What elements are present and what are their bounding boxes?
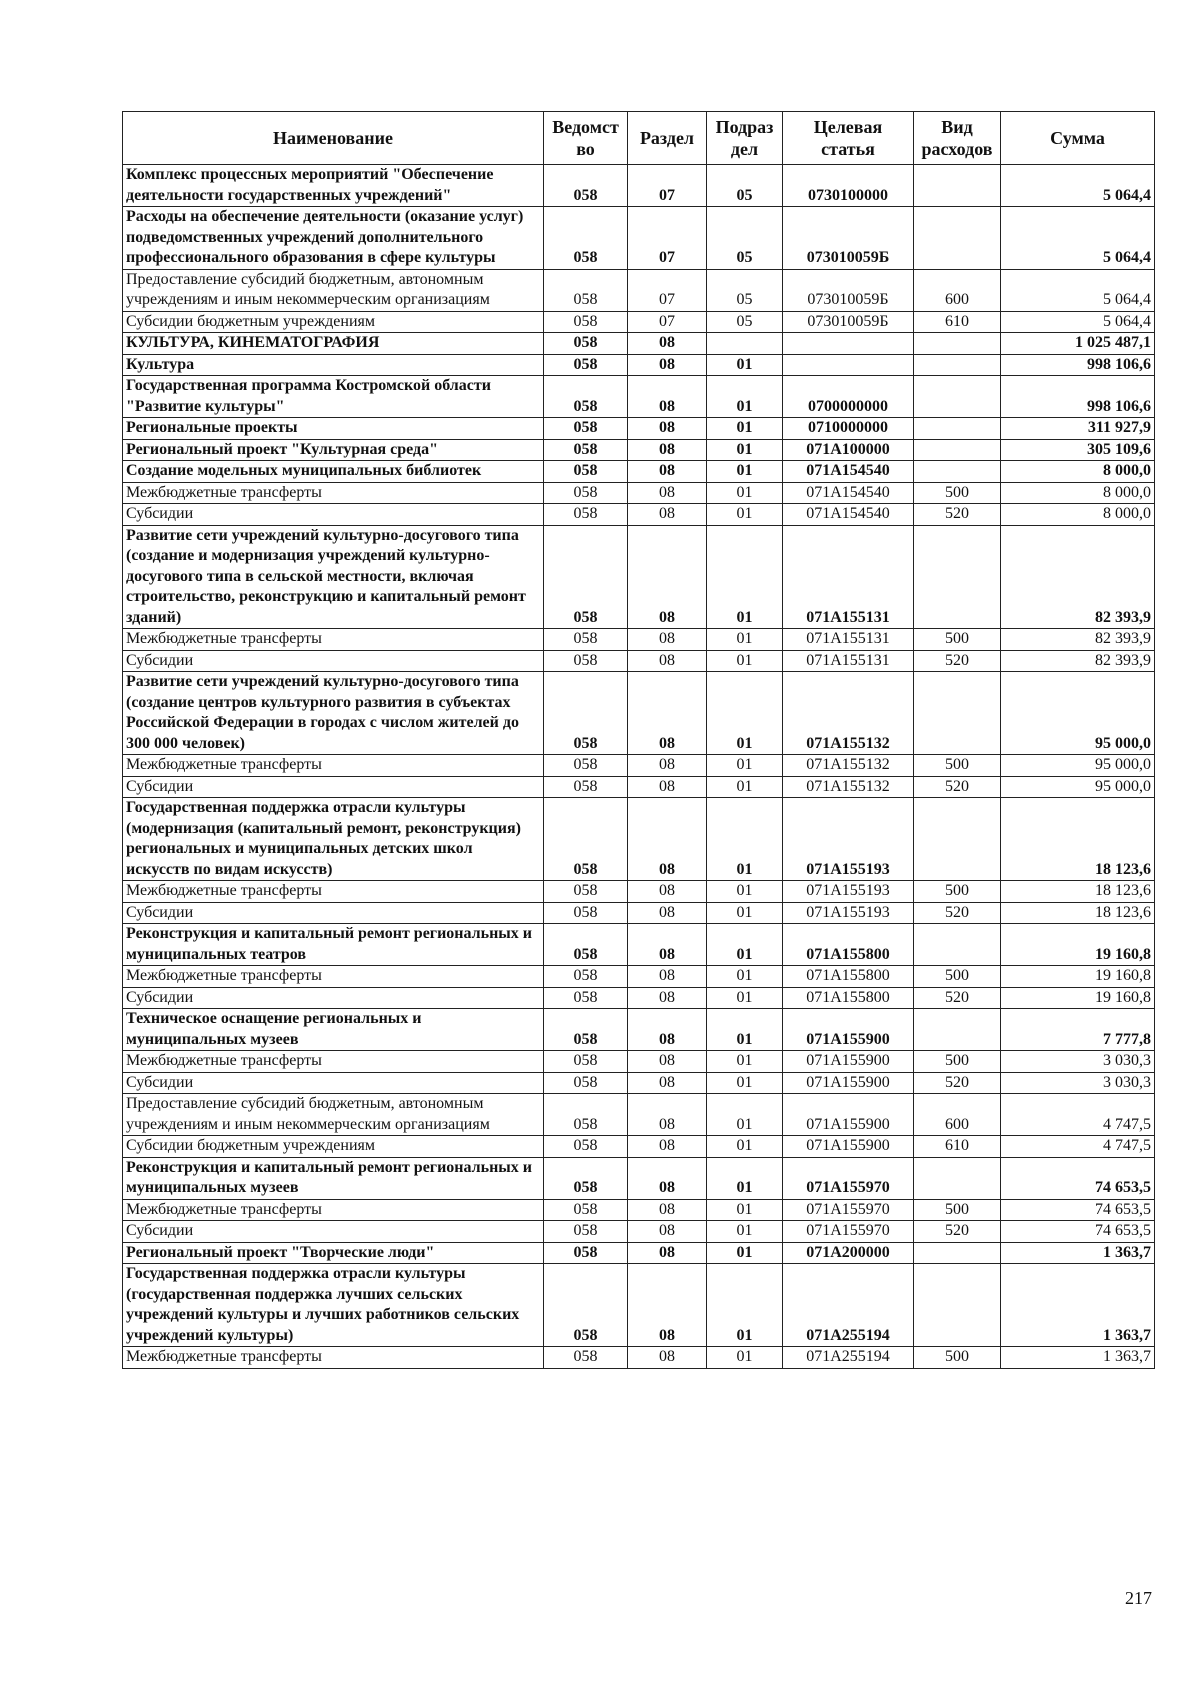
cell-podrazdel: 01 — [707, 629, 783, 651]
cell-name: Реконструкция и капитальный ремонт региональных и муниципальных театров — [123, 924, 544, 966]
cell-name: Межбюджетные трансферты — [123, 482, 544, 504]
cell-vid-rashodov — [914, 333, 1001, 355]
cell-vedomstvo: 058 — [544, 418, 628, 440]
cell-statya: 071А155970 — [783, 1157, 914, 1199]
cell-name: Межбюджетные трансферты — [123, 1347, 544, 1369]
cell-statya: 0730100000 — [783, 165, 914, 207]
cell-vedomstvo: 058 — [544, 881, 628, 903]
cell-summa: 5 064,4 — [1001, 165, 1155, 207]
cell-name: Создание модельных муниципальных библиотек — [123, 461, 544, 483]
table-row — [123, 504, 1155, 526]
cell-summa: 4 747,5 — [1001, 1094, 1155, 1136]
table-row — [123, 439, 1155, 461]
cell-vid-rashodov — [914, 924, 1001, 966]
cell-vid-rashodov: 600 — [914, 1094, 1001, 1136]
cell-statya: 071А155193 — [783, 902, 914, 924]
cell-summa: 82 393,9 — [1001, 650, 1155, 672]
budget-table-container — [122, 111, 1154, 1369]
cell-vid-rashodov: 520 — [914, 1221, 1001, 1243]
cell-vedomstvo: 058 — [544, 776, 628, 798]
cell-vedomstvo: 058 — [544, 902, 628, 924]
cell-summa: 311 927,9 — [1001, 418, 1155, 440]
cell-statya: 071А154540 — [783, 461, 914, 483]
cell-razdel: 08 — [628, 1051, 707, 1073]
cell-name: Реконструкция и капитальный ремонт региональных и муниципальных музеев — [123, 1157, 544, 1199]
cell-name: Предоставление субсидий бюджетным, автономным учреждениям и иным некоммерческим организациям — [123, 1094, 544, 1136]
cell-name: Субсидии — [123, 504, 544, 526]
cell-razdel: 08 — [628, 1072, 707, 1094]
cell-summa: 19 160,8 — [1001, 966, 1155, 988]
cell-razdel: 07 — [628, 165, 707, 207]
cell-razdel: 08 — [628, 1009, 707, 1051]
cell-podrazdel: 01 — [707, 987, 783, 1009]
cell-razdel: 08 — [628, 525, 707, 629]
table-row — [123, 165, 1155, 207]
cell-vid-rashodov: 500 — [914, 1347, 1001, 1369]
cell-vedomstvo: 058 — [544, 1136, 628, 1158]
cell-razdel: 08 — [628, 354, 707, 376]
cell-razdel: 08 — [628, 650, 707, 672]
cell-razdel: 07 — [628, 269, 707, 311]
table-row — [123, 1242, 1155, 1264]
cell-razdel: 08 — [628, 1157, 707, 1199]
cell-statya: 071А200000 — [783, 1242, 914, 1264]
cell-podrazdel: 01 — [707, 798, 783, 881]
cell-vedomstvo: 058 — [544, 207, 628, 270]
cell-razdel: 08 — [628, 672, 707, 755]
cell-vedomstvo: 058 — [544, 439, 628, 461]
cell-podrazdel: 01 — [707, 1136, 783, 1158]
cell-name: Региональный проект "Культурная среда" — [123, 439, 544, 461]
cell-statya: 071А155900 — [783, 1009, 914, 1051]
cell-statya: 071А155900 — [783, 1051, 914, 1073]
cell-razdel: 08 — [628, 1094, 707, 1136]
cell-razdel: 08 — [628, 1136, 707, 1158]
cell-name: Субсидии — [123, 776, 544, 798]
table-row — [123, 269, 1155, 311]
table-row — [123, 1221, 1155, 1243]
cell-vid-rashodov — [914, 439, 1001, 461]
cell-podrazdel: 01 — [707, 1264, 783, 1347]
cell-name: Развитие сети учреждений культурно-досугового типа (создание и модернизация учреждений культурно-досугового типа в сельской местности, включая строительство, реконструкцию и капитальный ремонт зданий) — [123, 525, 544, 629]
cell-name: Техническое оснащение региональных и муниципальных музеев — [123, 1009, 544, 1051]
cell-statya: 071А154540 — [783, 482, 914, 504]
table-row — [123, 1009, 1155, 1051]
cell-statya: 071А155132 — [783, 776, 914, 798]
cell-vid-rashodov: 500 — [914, 755, 1001, 777]
cell-summa: 7 777,8 — [1001, 1009, 1155, 1051]
header-podrazdel: Подраз дел — [707, 112, 783, 165]
cell-name: Субсидии бюджетным учреждениям — [123, 1136, 544, 1158]
table-row — [123, 1072, 1155, 1094]
cell-razdel: 08 — [628, 1264, 707, 1347]
cell-statya: 073010059Б — [783, 207, 914, 270]
table-row — [123, 1136, 1155, 1158]
cell-statya: 071А155900 — [783, 1094, 914, 1136]
cell-summa: 18 123,6 — [1001, 798, 1155, 881]
table-row — [123, 354, 1155, 376]
cell-vid-rashodov: 500 — [914, 482, 1001, 504]
header-razdel: Раздел — [628, 112, 707, 165]
table-row — [123, 525, 1155, 629]
cell-razdel: 08 — [628, 902, 707, 924]
cell-razdel: 08 — [628, 1199, 707, 1221]
cell-vid-rashodov — [914, 525, 1001, 629]
cell-statya: 071А255194 — [783, 1264, 914, 1347]
cell-vid-rashodov — [914, 376, 1001, 418]
cell-podrazdel: 01 — [707, 1094, 783, 1136]
cell-statya: 071А155132 — [783, 672, 914, 755]
cell-summa: 74 653,5 — [1001, 1199, 1155, 1221]
cell-razdel: 08 — [628, 881, 707, 903]
cell-podrazdel: 05 — [707, 165, 783, 207]
table-header-row — [123, 112, 1155, 165]
cell-name: Предоставление субсидий бюджетным, автономным учреждениям и иным некоммерческим организациям — [123, 269, 544, 311]
cell-name: КУЛЬТУРА, КИНЕМАТОГРАФИЯ — [123, 333, 544, 355]
cell-vedomstvo: 058 — [544, 987, 628, 1009]
cell-vid-rashodov: 610 — [914, 1136, 1001, 1158]
cell-summa: 5 064,4 — [1001, 207, 1155, 270]
cell-statya — [783, 354, 914, 376]
cell-razdel: 08 — [628, 333, 707, 355]
cell-podrazdel: 01 — [707, 902, 783, 924]
cell-summa: 82 393,9 — [1001, 629, 1155, 651]
cell-statya: 071А155800 — [783, 924, 914, 966]
cell-statya: 071А155800 — [783, 966, 914, 988]
cell-vedomstvo: 058 — [544, 165, 628, 207]
cell-vedomstvo: 058 — [544, 1072, 628, 1094]
cell-statya: 071А155800 — [783, 987, 914, 1009]
cell-summa: 95 000,0 — [1001, 776, 1155, 798]
cell-summa: 19 160,8 — [1001, 987, 1155, 1009]
header-name: Наименование — [123, 112, 544, 165]
cell-razdel: 08 — [628, 924, 707, 966]
cell-name: Государственная программа Костромской области "Развитие культуры" — [123, 376, 544, 418]
cell-statya: 071А155900 — [783, 1072, 914, 1094]
cell-name: Межбюджетные трансферты — [123, 966, 544, 988]
cell-vedomstvo: 058 — [544, 482, 628, 504]
cell-razdel: 08 — [628, 629, 707, 651]
cell-vid-rashodov — [914, 1009, 1001, 1051]
cell-razdel: 08 — [628, 439, 707, 461]
cell-summa: 74 653,5 — [1001, 1221, 1155, 1243]
cell-summa: 19 160,8 — [1001, 924, 1155, 966]
cell-podrazdel: 01 — [707, 504, 783, 526]
cell-statya: 073010059Б — [783, 269, 914, 311]
cell-vid-rashodov — [914, 418, 1001, 440]
cell-vedomstvo: 058 — [544, 311, 628, 333]
cell-podrazdel: 01 — [707, 776, 783, 798]
cell-summa: 82 393,9 — [1001, 525, 1155, 629]
cell-name: Субсидии — [123, 650, 544, 672]
cell-summa: 1 363,7 — [1001, 1264, 1155, 1347]
cell-statya: 071А154540 — [783, 504, 914, 526]
cell-summa: 3 030,3 — [1001, 1051, 1155, 1073]
table-row — [123, 755, 1155, 777]
cell-podrazdel: 01 — [707, 376, 783, 418]
cell-razdel: 08 — [628, 798, 707, 881]
cell-summa: 18 123,6 — [1001, 902, 1155, 924]
cell-podrazdel: 01 — [707, 1072, 783, 1094]
cell-vid-rashodov — [914, 1242, 1001, 1264]
cell-name: Расходы на обеспечение деятельности (оказание услуг) подведомственных учреждений дополнительного профессионального образования в сфере культуры — [123, 207, 544, 270]
table-row — [123, 311, 1155, 333]
cell-podrazdel: 01 — [707, 354, 783, 376]
cell-podrazdel: 01 — [707, 525, 783, 629]
cell-vid-rashodov — [914, 165, 1001, 207]
cell-statya: 071А155193 — [783, 881, 914, 903]
cell-podrazdel: 01 — [707, 881, 783, 903]
cell-name: Региональные проекты — [123, 418, 544, 440]
cell-name: Субсидии — [123, 987, 544, 1009]
cell-summa: 998 106,6 — [1001, 376, 1155, 418]
cell-name: Субсидии — [123, 1221, 544, 1243]
cell-name: Государственная поддержка отрасли культуры (модернизация (капитальный ремонт, реконструкция) региональных и муниципальных детских школ искусств по видам искусств) — [123, 798, 544, 881]
cell-vedomstvo: 058 — [544, 650, 628, 672]
cell-podrazdel: 01 — [707, 650, 783, 672]
header-statya: Целевая статья — [783, 112, 914, 165]
table-row — [123, 418, 1155, 440]
cell-summa: 5 064,4 — [1001, 311, 1155, 333]
cell-razdel: 08 — [628, 966, 707, 988]
cell-summa: 95 000,0 — [1001, 672, 1155, 755]
table-row — [123, 672, 1155, 755]
table-row — [123, 1264, 1155, 1347]
cell-podrazdel: 01 — [707, 1221, 783, 1243]
table-row — [123, 1347, 1155, 1369]
cell-podrazdel: 01 — [707, 461, 783, 483]
cell-razdel: 08 — [628, 418, 707, 440]
cell-vid-rashodov — [914, 207, 1001, 270]
cell-statya: 073010059Б — [783, 311, 914, 333]
cell-razdel: 08 — [628, 1347, 707, 1369]
cell-vid-rashodov: 600 — [914, 269, 1001, 311]
cell-summa: 5 064,4 — [1001, 269, 1155, 311]
cell-vid-rashodov: 500 — [914, 629, 1001, 651]
cell-summa: 1 025 487,1 — [1001, 333, 1155, 355]
cell-razdel: 08 — [628, 376, 707, 418]
cell-vedomstvo: 058 — [544, 376, 628, 418]
table-row — [123, 461, 1155, 483]
cell-razdel: 07 — [628, 311, 707, 333]
cell-vid-rashodov: 520 — [914, 1072, 1001, 1094]
cell-podrazdel: 01 — [707, 1242, 783, 1264]
cell-vedomstvo: 058 — [544, 629, 628, 651]
cell-razdel: 08 — [628, 1221, 707, 1243]
cell-summa: 74 653,5 — [1001, 1157, 1155, 1199]
table-row — [123, 482, 1155, 504]
cell-podrazdel: 05 — [707, 207, 783, 270]
cell-razdel: 08 — [628, 482, 707, 504]
table-row — [123, 376, 1155, 418]
cell-razdel: 08 — [628, 1242, 707, 1264]
cell-name: Межбюджетные трансферты — [123, 629, 544, 651]
cell-vedomstvo: 058 — [544, 966, 628, 988]
cell-statya: 071А255194 — [783, 1347, 914, 1369]
cell-name: Государственная поддержка отрасли культуры (государственная поддержка лучших сельских учреждений культуры и лучших работников сельских учреждений культуры) — [123, 1264, 544, 1347]
cell-vedomstvo: 058 — [544, 672, 628, 755]
cell-vedomstvo: 058 — [544, 1051, 628, 1073]
cell-podrazdel: 01 — [707, 1009, 783, 1051]
cell-name: Субсидии — [123, 902, 544, 924]
cell-vid-rashodov — [914, 798, 1001, 881]
cell-razdel: 07 — [628, 207, 707, 270]
cell-podrazdel: 01 — [707, 439, 783, 461]
cell-statya: 071А155970 — [783, 1199, 914, 1221]
cell-vid-rashodov: 520 — [914, 650, 1001, 672]
cell-podrazdel: 01 — [707, 966, 783, 988]
table-row — [123, 207, 1155, 270]
table-row — [123, 776, 1155, 798]
cell-vid-rashodov: 500 — [914, 966, 1001, 988]
cell-vedomstvo: 058 — [544, 1242, 628, 1264]
cell-podrazdel: 01 — [707, 755, 783, 777]
cell-name: Культура — [123, 354, 544, 376]
table-row — [123, 902, 1155, 924]
cell-vedomstvo: 058 — [544, 798, 628, 881]
cell-vedomstvo: 058 — [544, 333, 628, 355]
cell-statya: 071А155970 — [783, 1221, 914, 1243]
cell-vid-rashodov: 520 — [914, 902, 1001, 924]
cell-vid-rashodov: 520 — [914, 504, 1001, 526]
cell-vedomstvo: 058 — [544, 461, 628, 483]
table-body — [123, 165, 1155, 1369]
table-row — [123, 881, 1155, 903]
cell-vid-rashodov — [914, 1264, 1001, 1347]
budget-table — [122, 111, 1155, 1369]
table-row — [123, 924, 1155, 966]
cell-name: Межбюджетные трансферты — [123, 1199, 544, 1221]
cell-vedomstvo: 058 — [544, 1221, 628, 1243]
cell-vid-rashodov: 520 — [914, 776, 1001, 798]
cell-summa: 3 030,3 — [1001, 1072, 1155, 1094]
cell-razdel: 08 — [628, 461, 707, 483]
cell-summa: 95 000,0 — [1001, 755, 1155, 777]
cell-podrazdel: 01 — [707, 418, 783, 440]
cell-name: Субсидии бюджетным учреждениям — [123, 311, 544, 333]
cell-razdel: 08 — [628, 504, 707, 526]
header-vedomstvo: Ведомст во — [544, 112, 628, 165]
cell-summa: 4 747,5 — [1001, 1136, 1155, 1158]
table-row — [123, 629, 1155, 651]
cell-razdel: 08 — [628, 987, 707, 1009]
cell-vedomstvo: 058 — [544, 924, 628, 966]
cell-name: Межбюджетные трансферты — [123, 755, 544, 777]
cell-statya — [783, 333, 914, 355]
cell-statya: 0700000000 — [783, 376, 914, 418]
cell-podrazdel — [707, 333, 783, 355]
cell-summa: 8 000,0 — [1001, 504, 1155, 526]
header-vid: Вид расходов — [914, 112, 1001, 165]
cell-vedomstvo: 058 — [544, 1094, 628, 1136]
cell-statya: 071А155193 — [783, 798, 914, 881]
cell-summa: 305 109,6 — [1001, 439, 1155, 461]
cell-vid-rashodov — [914, 461, 1001, 483]
table-row — [123, 1157, 1155, 1199]
cell-podrazdel: 01 — [707, 1347, 783, 1369]
cell-summa: 8 000,0 — [1001, 482, 1155, 504]
cell-vedomstvo: 058 — [544, 1347, 628, 1369]
cell-vid-rashodov — [914, 672, 1001, 755]
cell-podrazdel: 01 — [707, 1157, 783, 1199]
table-row — [123, 798, 1155, 881]
cell-statya: 071А155131 — [783, 525, 914, 629]
cell-summa: 18 123,6 — [1001, 881, 1155, 903]
cell-statya: 071А100000 — [783, 439, 914, 461]
cell-vid-rashodov: 500 — [914, 1199, 1001, 1221]
cell-statya: 071А155900 — [783, 1136, 914, 1158]
cell-summa: 1 363,7 — [1001, 1347, 1155, 1369]
cell-summa: 998 106,6 — [1001, 354, 1155, 376]
cell-vid-rashodov — [914, 1157, 1001, 1199]
cell-vedomstvo: 058 — [544, 354, 628, 376]
cell-summa: 1 363,7 — [1001, 1242, 1155, 1264]
cell-vedomstvo: 058 — [544, 755, 628, 777]
cell-name: Межбюджетные трансферты — [123, 1051, 544, 1073]
cell-podrazdel: 01 — [707, 1051, 783, 1073]
cell-vedomstvo: 058 — [544, 1157, 628, 1199]
cell-razdel: 08 — [628, 776, 707, 798]
cell-statya: 071А155131 — [783, 629, 914, 651]
cell-vid-rashodov — [914, 354, 1001, 376]
cell-vid-rashodov: 500 — [914, 881, 1001, 903]
cell-podrazdel: 05 — [707, 311, 783, 333]
table-row — [123, 1051, 1155, 1073]
cell-name: Межбюджетные трансферты — [123, 881, 544, 903]
cell-statya: 0710000000 — [783, 418, 914, 440]
cell-name: Развитие сети учреждений культурно-досугового типа (создание центров культурного развития в субъектах Российской Федерации в городах с числом жителей до 300 000 человек) — [123, 672, 544, 755]
cell-summa: 8 000,0 — [1001, 461, 1155, 483]
cell-name: Комплекс процессных мероприятий "Обеспечение деятельности государственных учреждений" — [123, 165, 544, 207]
header-summa: Сумма — [1001, 112, 1155, 165]
cell-razdel: 08 — [628, 755, 707, 777]
table-row — [123, 1199, 1155, 1221]
cell-name: Субсидии — [123, 1072, 544, 1094]
cell-podrazdel: 05 — [707, 269, 783, 311]
table-row — [123, 1094, 1155, 1136]
cell-vedomstvo: 058 — [544, 1264, 628, 1347]
cell-statya: 071А155132 — [783, 755, 914, 777]
cell-podrazdel: 01 — [707, 1199, 783, 1221]
cell-vedomstvo: 058 — [544, 269, 628, 311]
cell-podrazdel: 01 — [707, 924, 783, 966]
cell-vid-rashodov: 500 — [914, 1051, 1001, 1073]
cell-vedomstvo: 058 — [544, 504, 628, 526]
table-row — [123, 333, 1155, 355]
page-number: 217 — [1125, 1588, 1152, 1608]
cell-name: Региональный проект "Творческие люди" — [123, 1242, 544, 1264]
cell-statya: 071А155131 — [783, 650, 914, 672]
cell-podrazdel: 01 — [707, 482, 783, 504]
cell-vedomstvo: 058 — [544, 1199, 628, 1221]
table-row — [123, 966, 1155, 988]
table-row — [123, 987, 1155, 1009]
cell-podrazdel: 01 — [707, 672, 783, 755]
table-row — [123, 650, 1155, 672]
cell-vid-rashodov: 520 — [914, 987, 1001, 1009]
cell-vedomstvo: 058 — [544, 525, 628, 629]
cell-vid-rashodov: 610 — [914, 311, 1001, 333]
cell-vedomstvo: 058 — [544, 1009, 628, 1051]
